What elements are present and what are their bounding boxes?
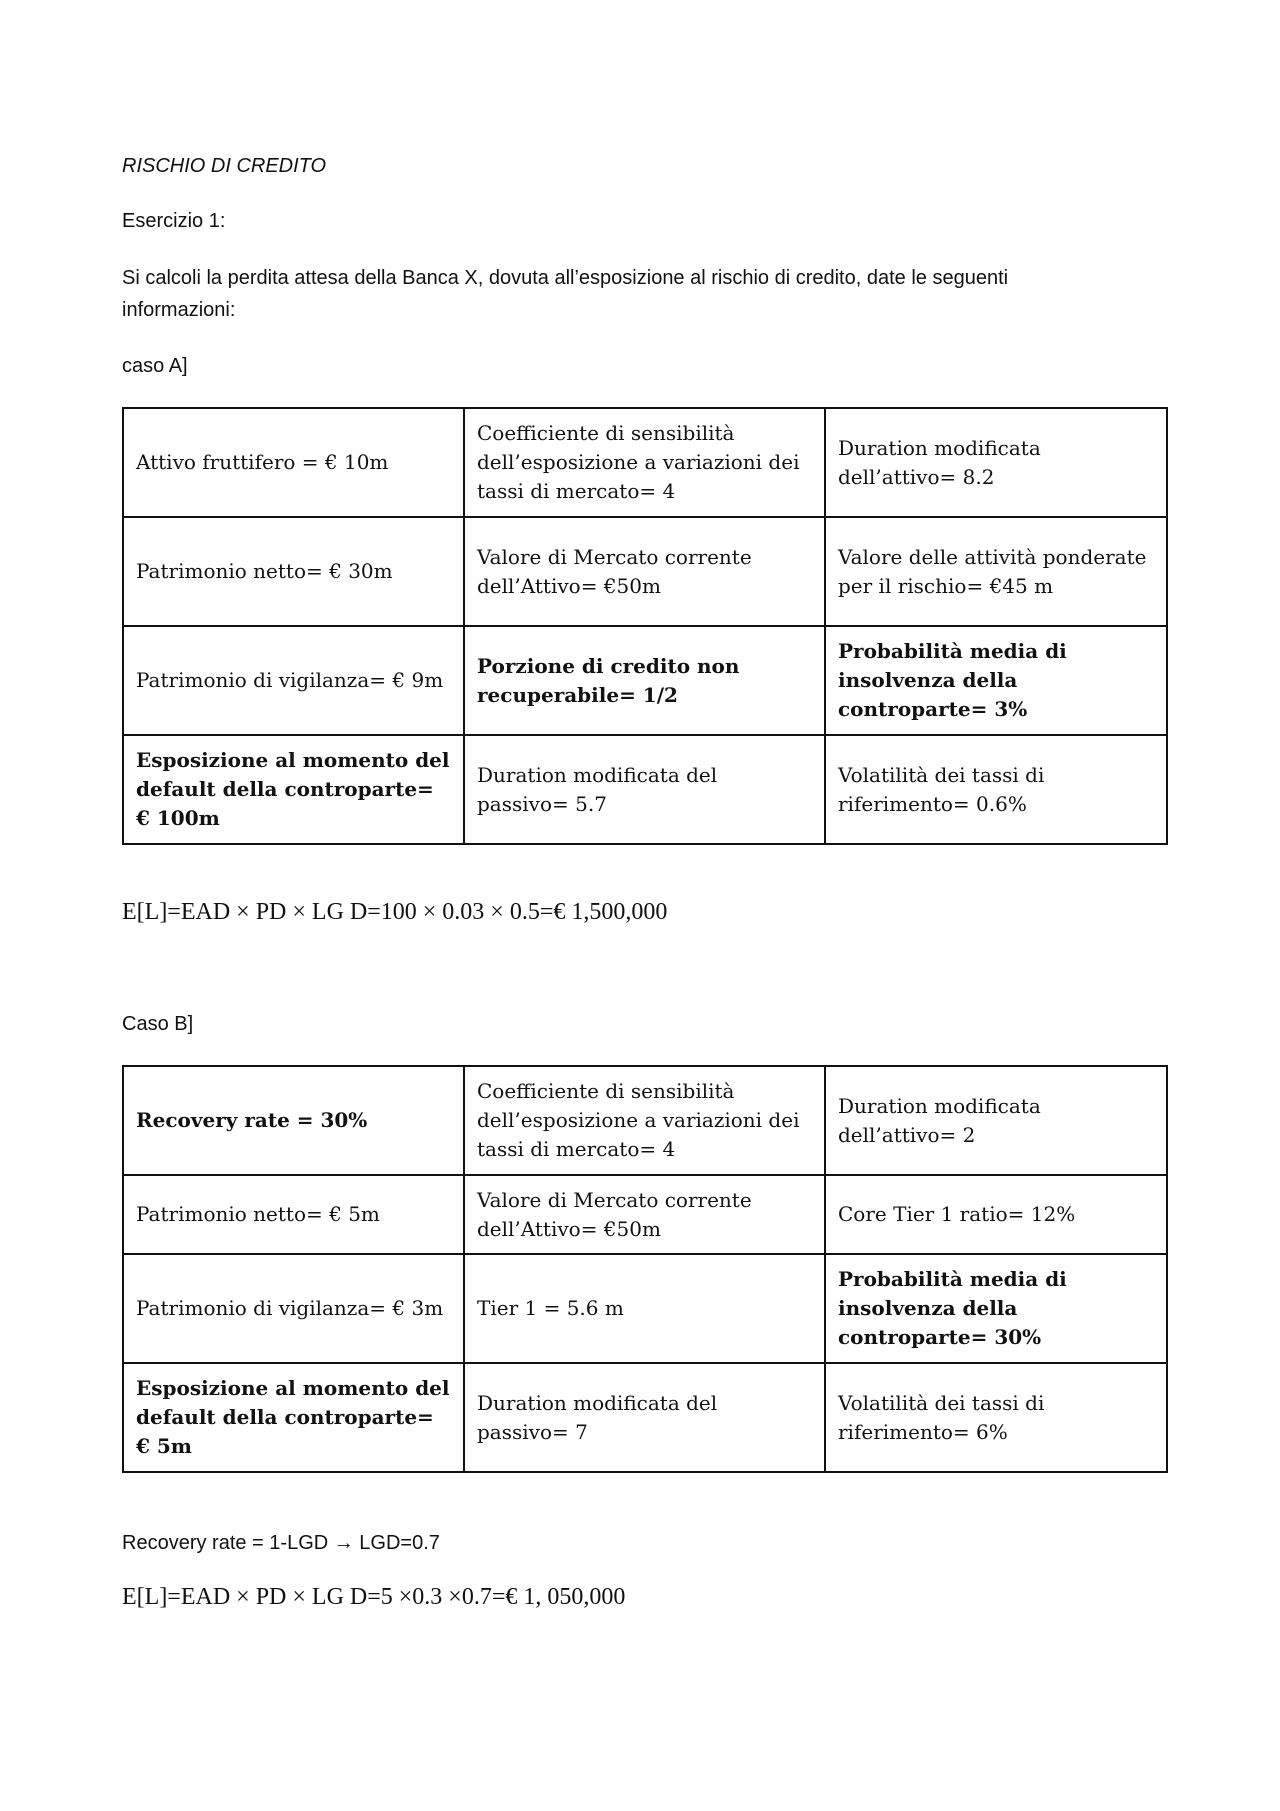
table-cell: Coefficiente di sensibilità dell’esposizione a variazioni dei tassi di mercato= 4 — [464, 408, 825, 517]
table-cell: Duration modificata dell’attivo= 2 — [825, 1066, 1167, 1175]
table-cell: Valore di Mercato corrente dell’Attivo= €50m — [464, 517, 825, 626]
table-cell: Attivo fruttifero = € 10m — [123, 408, 464, 517]
recovery-note: Recovery rate = 1-LGD → LGD=0.7 — [122, 1532, 440, 1554]
table-row — [123, 1254, 1167, 1363]
intro-paragraph: Si calcoli la perdita attesa della Banca X, dovuta all’esposizione al rischio di credito, date le seguenti informazioni: — [122, 267, 1009, 321]
table-cell: Core Tier 1 ratio= 12% — [825, 1175, 1167, 1254]
table-row — [123, 408, 1167, 517]
table-cell: Valore di Mercato corrente dell’Attivo= €50m — [464, 1175, 825, 1254]
table-cell: Volatilità dei tassi di riferimento= 0.6% — [825, 735, 1167, 844]
table-cell: Probabilità media di insolvenza della controparte= 30% — [825, 1254, 1167, 1363]
table-cell: Duration modificata dell’attivo= 8.2 — [825, 408, 1167, 517]
table-cell: Esposizione al momento del default della controparte= € 5m — [123, 1363, 464, 1472]
table-row — [123, 1175, 1167, 1254]
case-a-formula: E[L]=EAD × PD × LG D=100 × 0.03 × 0.5=€ 1,500,000 — [122, 899, 668, 925]
table-row — [123, 1363, 1167, 1472]
case-b-label: Caso B] — [122, 1013, 194, 1035]
table-cell: Volatilità dei tassi di riferimento= 6% — [825, 1363, 1167, 1472]
case-b-formula: E[L]=EAD × PD × LG D=5 ×0.3 ×0.7=€ 1, 050,000 — [122, 1584, 626, 1610]
document-title: RISCHIO DI CREDITO — [122, 155, 327, 177]
case-b-table — [122, 1065, 1168, 1473]
case-a-label: caso A] — [122, 355, 188, 377]
table-cell: Probabilità media di insolvenza della controparte= 3% — [825, 626, 1167, 735]
table-row — [123, 626, 1167, 735]
table-row — [123, 735, 1167, 844]
table-cell: Esposizione al momento del default della controparte= € 100m — [123, 735, 464, 844]
table-cell: Coefficiente di sensibilità dell’esposizione a variazioni dei tassi di mercato= 4 — [464, 1066, 825, 1175]
table-cell: Porzione di credito non recuperabile= 1/2 — [464, 626, 825, 735]
table-cell: Patrimonio di vigilanza= € 9m — [123, 626, 464, 735]
table-cell: Recovery rate = 30% — [123, 1066, 464, 1175]
table-cell: Duration modificata del passivo= 5.7 — [464, 735, 825, 844]
table-cell: Tier 1 = 5.6 m — [464, 1254, 825, 1363]
table-cell: Patrimonio netto= € 5m — [123, 1175, 464, 1254]
table-cell: Patrimonio di vigilanza= € 3m — [123, 1254, 464, 1363]
table-cell: Patrimonio netto= € 30m — [123, 517, 464, 626]
table-cell: Duration modificata del passivo= 7 — [464, 1363, 825, 1472]
table-cell: Valore delle attività ponderate per il rischio= €45 m — [825, 517, 1167, 626]
table-row — [123, 1066, 1167, 1175]
case-a-table — [122, 407, 1168, 845]
exercise-heading: Esercizio 1: — [122, 210, 226, 232]
table-row — [123, 517, 1167, 626]
